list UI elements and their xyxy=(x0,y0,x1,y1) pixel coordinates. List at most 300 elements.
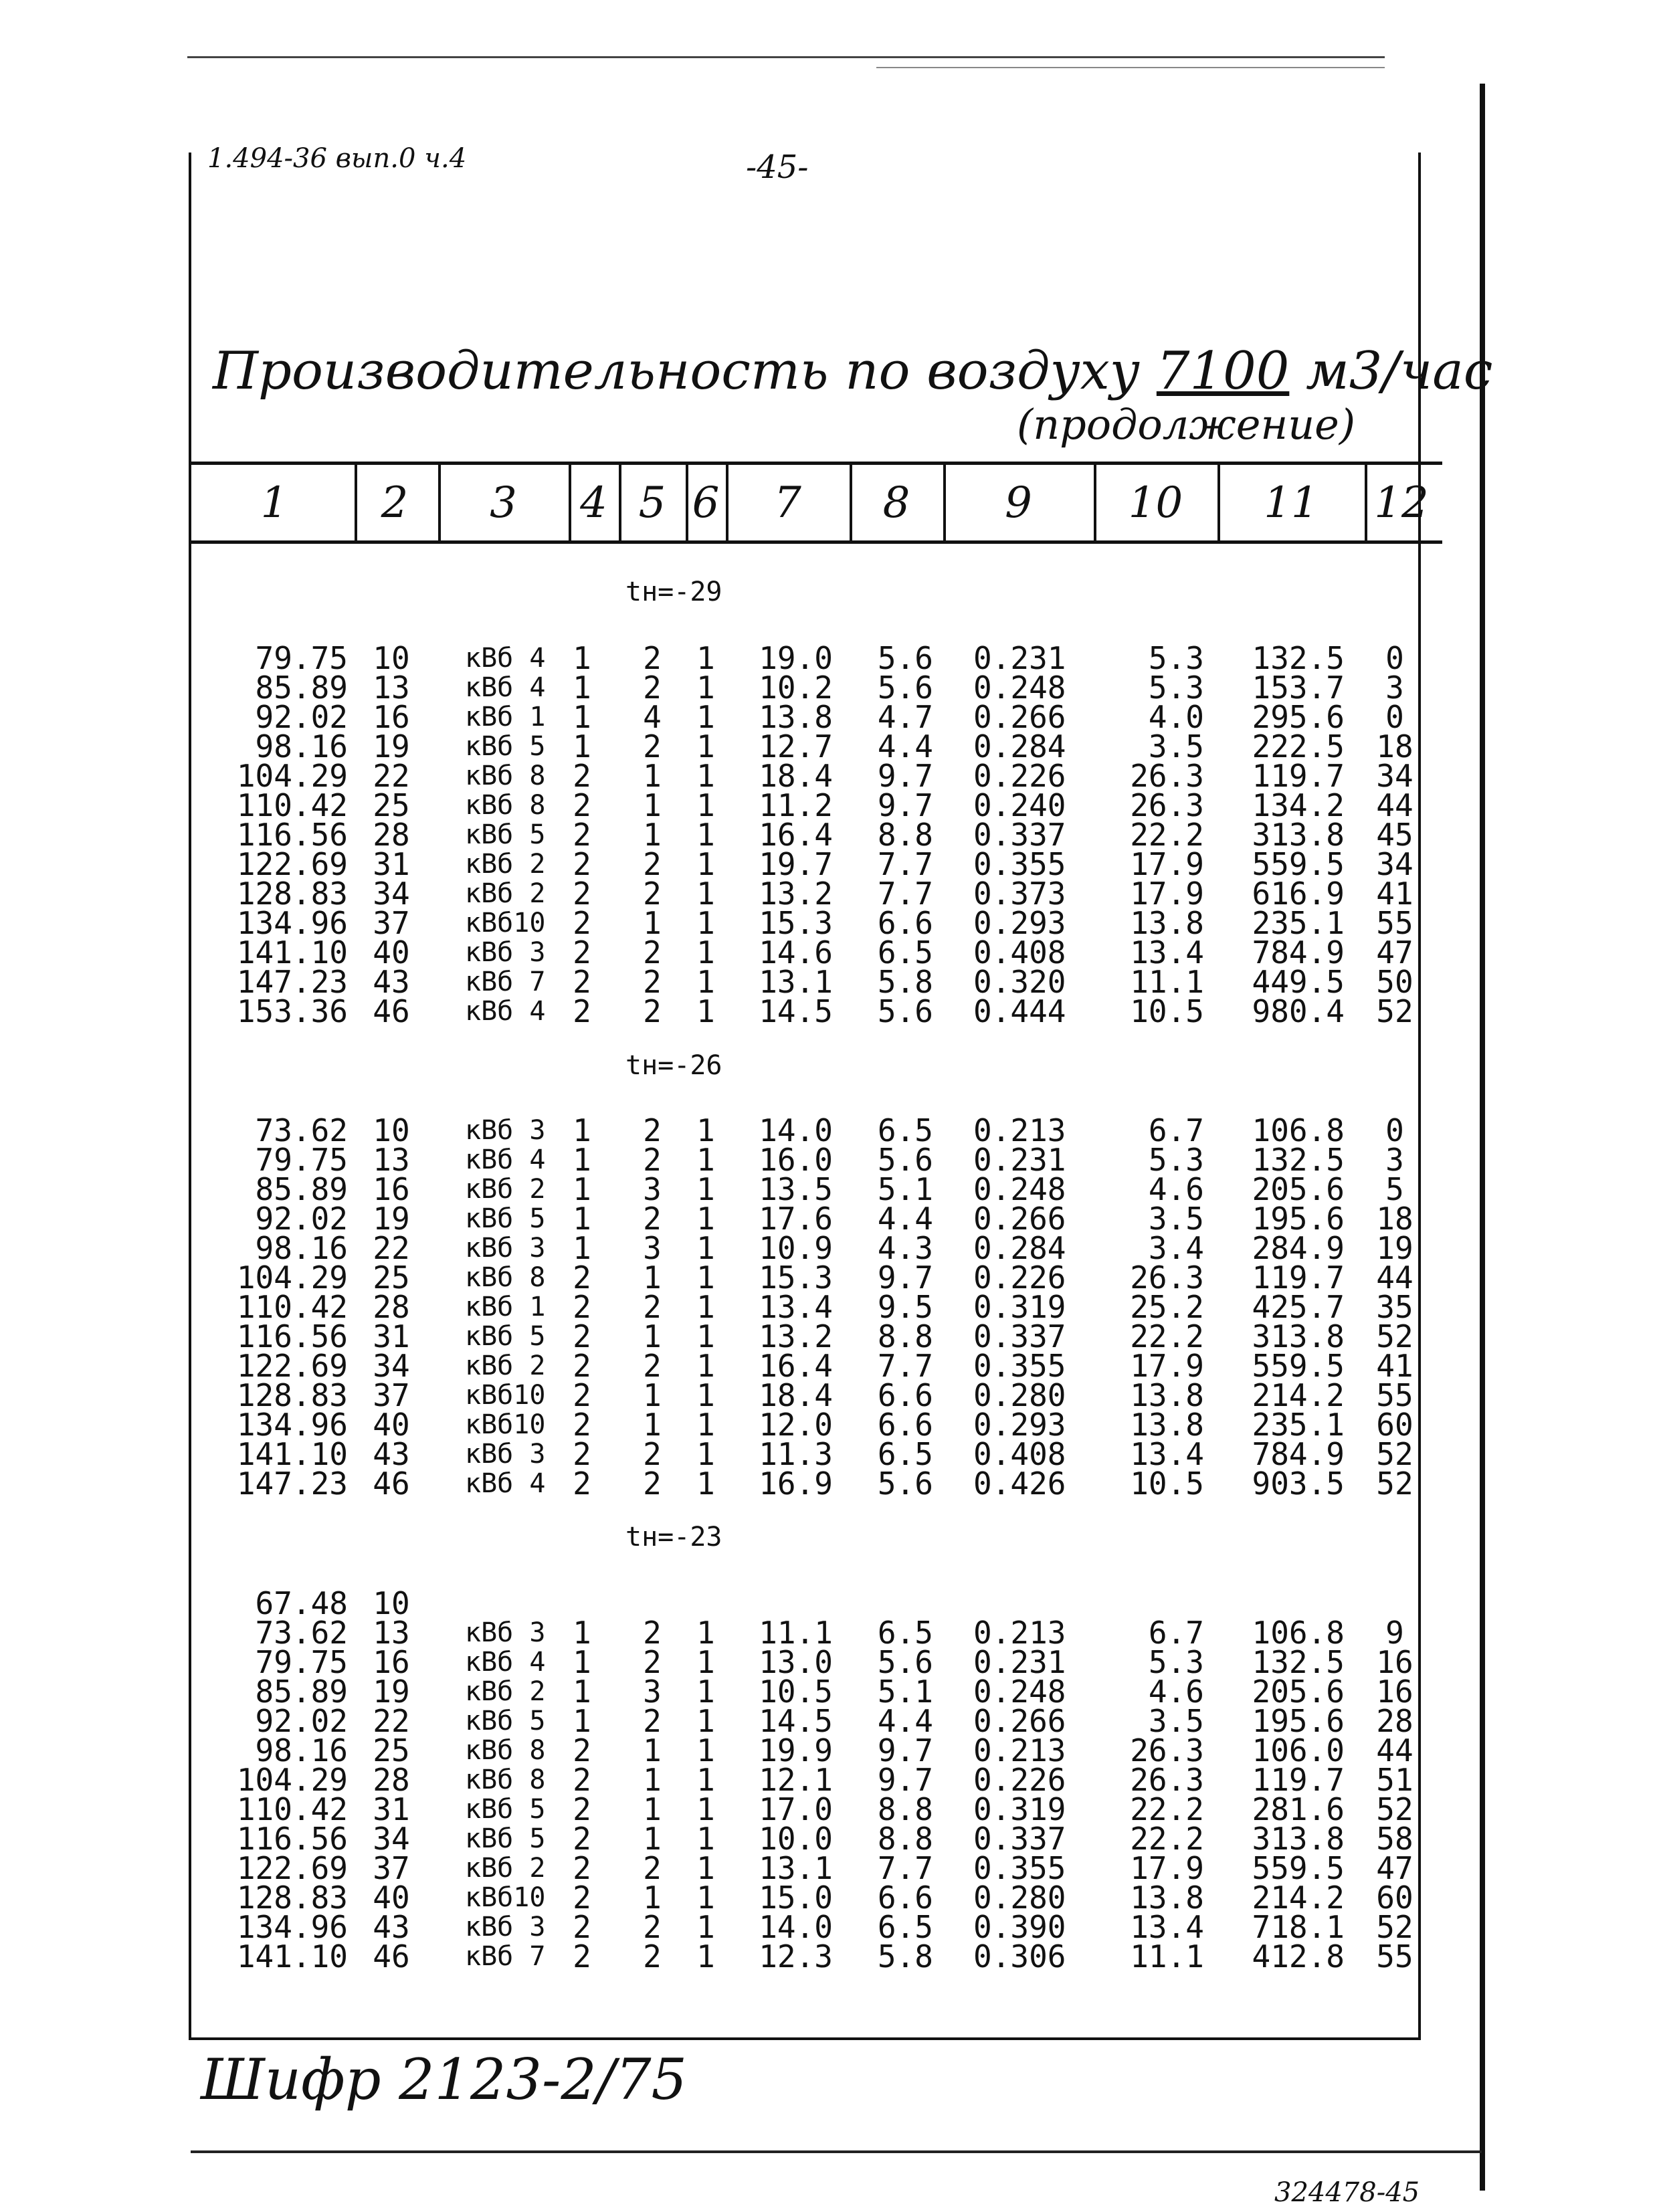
table-cell-col-6: 1 xyxy=(696,1171,715,1207)
table-cell-col-8: 5.6 xyxy=(877,1142,933,1178)
table-cell-col-11: 235.1 xyxy=(1252,1407,1345,1443)
table-cell-col-5: 2 xyxy=(643,1850,662,1886)
table-cell-col-6: 1 xyxy=(696,964,715,1000)
table-cell-col-8: 4.4 xyxy=(877,1201,933,1237)
table-cell-col-9: 0.240 xyxy=(973,787,1066,823)
table-cell-col-1: 98.16 xyxy=(255,1732,348,1769)
table-cell-col-6: 1 xyxy=(696,1880,715,1916)
table-cell-col-6: 1 xyxy=(696,934,715,971)
table-cell-col-9: 0.355 xyxy=(973,1348,1066,1384)
table-cell-col-1: 134.96 xyxy=(236,1407,348,1443)
table-cell-col-6: 1 xyxy=(696,1318,715,1354)
table-cell-col-8: 5.8 xyxy=(877,964,933,1000)
table-header-rule xyxy=(191,540,1442,544)
table-cell-col-8: 4.3 xyxy=(877,1230,933,1266)
table-cell-col-11: 313.8 xyxy=(1252,1318,1345,1354)
table-cell-col-6: 1 xyxy=(696,1260,715,1296)
table-cell-col-8: 6.6 xyxy=(877,905,933,941)
table-cell-col-9: 0.280 xyxy=(973,1880,1066,1916)
table-cell-col-7: 10.2 xyxy=(759,670,833,706)
table-cell-col-2: 28 xyxy=(373,1289,410,1325)
table-cell-col-9: 0.444 xyxy=(973,993,1066,1029)
table-cell-col-8: 8.8 xyxy=(877,1821,933,1857)
table-cell-col-10: 26.3 xyxy=(1130,758,1204,794)
table-cell-col-9: 0.319 xyxy=(973,1289,1066,1325)
table-cell-col-2: 10 xyxy=(373,1112,410,1148)
table-cell-col-7: 12.3 xyxy=(759,1938,833,1975)
table-cell-col-7: 15.3 xyxy=(759,1260,833,1296)
header-column-divider xyxy=(569,465,571,542)
table-cell-col-3: кВб 5 xyxy=(465,1794,546,1825)
table-cell-col-8: 5.6 xyxy=(877,670,933,706)
table-cell-col-3: кВб 5 xyxy=(465,819,546,850)
table-cell-col-12: 47 xyxy=(1376,1850,1413,1886)
table-cell-col-12: 52 xyxy=(1376,1436,1413,1472)
table-cell-col-4: 2 xyxy=(573,787,591,823)
table-cell-col-6: 1 xyxy=(696,1703,715,1739)
table-cell-col-10: 17.9 xyxy=(1130,1348,1204,1384)
table-cell-col-5: 1 xyxy=(643,1732,662,1769)
table-cell-col-5: 1 xyxy=(643,1260,662,1296)
table-cell-col-4: 2 xyxy=(573,1880,591,1916)
table-cell-col-12: 47 xyxy=(1376,934,1413,971)
table-cell-col-9: 0.355 xyxy=(973,1850,1066,1886)
table-cell-col-10: 3.5 xyxy=(1148,1201,1204,1237)
table-cell-col-2: 34 xyxy=(373,876,410,912)
table-cell-col-8: 9.7 xyxy=(877,1732,933,1769)
table-cell-col-6: 1 xyxy=(696,846,715,882)
table-cell-col-12: 16 xyxy=(1376,1674,1413,1710)
table-cell-col-7: 19.0 xyxy=(759,640,833,676)
table-cell-col-6: 1 xyxy=(696,1407,715,1443)
table-cell-col-3: кВб10 xyxy=(465,908,546,938)
table-cell-col-8: 8.8 xyxy=(877,1318,933,1354)
table-cell-col-1: 122.69 xyxy=(236,1850,348,1886)
column-header-2: 2 xyxy=(381,478,409,528)
table-cell-col-2: 31 xyxy=(373,1318,410,1354)
table-cell-col-11: 559.5 xyxy=(1252,846,1345,882)
table-cell-col-8: 8.8 xyxy=(877,817,933,853)
table-cell-col-1: 79.75 xyxy=(255,640,348,676)
table-cell-col-4: 1 xyxy=(573,1201,591,1237)
table-cell-col-12: 0 xyxy=(1385,1112,1404,1148)
table-cell-col-9: 0.319 xyxy=(973,1791,1066,1827)
table-cell-col-10: 13.4 xyxy=(1130,1436,1204,1472)
table-cell-col-10: 6.7 xyxy=(1148,1112,1204,1148)
table-cell-col-8: 6.6 xyxy=(877,1377,933,1413)
table-cell-col-3: кВб 5 xyxy=(465,1706,546,1736)
table-cell-col-4: 1 xyxy=(573,1171,591,1207)
header-column-divider xyxy=(726,465,728,542)
table-cell-col-5: 1 xyxy=(643,1791,662,1827)
table-cell-col-3: кВб 8 xyxy=(465,1765,546,1795)
table-cell-col-1: 141.10 xyxy=(236,1938,348,1975)
header-column-divider xyxy=(943,465,946,542)
table-cell-col-12: 44 xyxy=(1376,787,1413,823)
table-cell-col-2: 46 xyxy=(373,1466,410,1502)
table-cell-col-6: 1 xyxy=(696,905,715,941)
table-cell-col-4: 2 xyxy=(573,1821,591,1857)
table-cell-col-2: 46 xyxy=(373,993,410,1029)
page-title xyxy=(213,341,1492,401)
table-cell-col-5: 2 xyxy=(643,728,662,765)
table-cell-col-5: 1 xyxy=(643,787,662,823)
column-header-6: 6 xyxy=(692,478,720,528)
table-cell-col-10: 13.4 xyxy=(1130,934,1204,971)
table-cell-col-3: кВб 2 xyxy=(465,849,546,880)
table-cell-col-7: 12.0 xyxy=(759,1407,833,1443)
table-cell-col-5: 3 xyxy=(643,1171,662,1207)
table-cell-col-7: 15.0 xyxy=(759,1880,833,1916)
table-cell-col-3: кВб 3 xyxy=(465,1912,546,1942)
table-cell-col-1: 134.96 xyxy=(236,1909,348,1945)
table-cell-col-6: 1 xyxy=(696,1762,715,1798)
table-cell-col-11: 784.9 xyxy=(1252,934,1345,971)
table-cell-col-12: 16 xyxy=(1376,1644,1413,1680)
table-cell-col-7: 16.0 xyxy=(759,1142,833,1178)
table-cell-col-11: 281.6 xyxy=(1252,1791,1345,1827)
table-cell-col-6: 1 xyxy=(696,1289,715,1325)
table-cell-col-1: 79.75 xyxy=(255,1142,348,1178)
table-cell-col-2: 40 xyxy=(373,1407,410,1443)
column-header-8: 8 xyxy=(882,478,910,528)
table-cell-col-1: 110.42 xyxy=(236,1289,348,1325)
table-cell-col-2: 37 xyxy=(373,1850,410,1886)
table-cell-col-1: 92.02 xyxy=(255,1703,348,1739)
table-cell-col-4: 2 xyxy=(573,1436,591,1472)
table-cell-col-4: 2 xyxy=(573,1318,591,1354)
table-cell-col-6: 1 xyxy=(696,1850,715,1886)
table-cell-col-11: 205.6 xyxy=(1252,1674,1345,1710)
table-cell-col-12: 55 xyxy=(1376,905,1413,941)
table-cell-col-12: 28 xyxy=(1376,1703,1413,1739)
table-cell-col-6: 1 xyxy=(696,1436,715,1472)
table-cell-col-3: кВб 3 xyxy=(465,937,546,968)
table-cell-col-12: 34 xyxy=(1376,846,1413,882)
table-cell-col-4: 2 xyxy=(573,964,591,1000)
header-column-divider xyxy=(1094,465,1096,542)
table-cell-col-8: 9.7 xyxy=(877,1762,933,1798)
table-cell-col-12: 18 xyxy=(1376,1201,1413,1237)
table-cell-col-4: 2 xyxy=(573,1791,591,1827)
table-cell-col-9: 0.284 xyxy=(973,728,1066,765)
table-cell-col-9: 0.231 xyxy=(973,640,1066,676)
page-number: -45- xyxy=(746,148,809,186)
table-cell-col-12: 55 xyxy=(1376,1938,1413,1975)
table-cell-col-6: 1 xyxy=(696,1821,715,1857)
table-cell-col-1: 85.89 xyxy=(255,670,348,706)
table-cell-col-4: 1 xyxy=(573,1703,591,1739)
table-cell-col-5: 2 xyxy=(643,670,662,706)
table-cell-col-2: 37 xyxy=(373,1377,410,1413)
table-cell-col-1: 147.23 xyxy=(236,1466,348,1502)
table-cell-col-4: 2 xyxy=(573,1260,591,1296)
table-cell-col-7: 19.7 xyxy=(759,846,833,882)
table-cell-col-11: 284.9 xyxy=(1252,1230,1345,1266)
table-cell-col-3: кВб 1 xyxy=(465,702,546,732)
table-cell-col-12: 19 xyxy=(1376,1230,1413,1266)
table-cell-col-5: 2 xyxy=(643,1289,662,1325)
table-cell-col-4: 2 xyxy=(573,1289,591,1325)
table-cell-col-2: 22 xyxy=(373,758,410,794)
table-cell-col-1: 141.10 xyxy=(236,1436,348,1472)
table-cell-col-10: 26.3 xyxy=(1130,1732,1204,1769)
table-cell-col-5: 2 xyxy=(643,964,662,1000)
table-cell-col-5: 2 xyxy=(643,1703,662,1739)
table-cell-col-6: 1 xyxy=(696,758,715,794)
table-cell-col-2: 25 xyxy=(373,1732,410,1769)
table-cell-col-9: 0.226 xyxy=(973,1762,1066,1798)
table-cell-col-12: 50 xyxy=(1376,964,1413,1000)
table-cell-col-5: 1 xyxy=(643,1318,662,1354)
header-column-divider xyxy=(438,465,441,542)
header-column-divider xyxy=(1365,465,1367,542)
table-cell-col-9: 0.320 xyxy=(973,964,1066,1000)
table-cell-col-1: 122.69 xyxy=(236,1348,348,1384)
table-cell-col-12: 0 xyxy=(1385,699,1404,735)
table-cell-col-9: 0.390 xyxy=(973,1909,1066,1945)
table-cell-col-7: 14.5 xyxy=(759,1703,833,1739)
table-cell-col-5: 2 xyxy=(643,1644,662,1680)
table-cell-col-4: 2 xyxy=(573,993,591,1029)
table-cell-col-10: 4.6 xyxy=(1148,1674,1204,1710)
table-cell-col-4: 2 xyxy=(573,1377,591,1413)
table-cell-col-8: 5.6 xyxy=(877,1466,933,1502)
table-cell-col-3: кВб 7 xyxy=(465,967,546,997)
table-cell-col-3: кВб10 xyxy=(465,1409,546,1440)
table-cell-col-7: 13.4 xyxy=(759,1289,833,1325)
table-cell-col-5: 1 xyxy=(643,1407,662,1443)
table-cell-col-5: 2 xyxy=(643,640,662,676)
table-cell-col-10: 5.3 xyxy=(1148,1142,1204,1178)
table-cell-col-11: 784.9 xyxy=(1252,1436,1345,1472)
table-cell-col-5: 2 xyxy=(643,934,662,971)
table-cell-col-10: 13.4 xyxy=(1130,1909,1204,1945)
table-cell-col-5: 2 xyxy=(643,1909,662,1945)
table-cell-col-4: 1 xyxy=(573,699,591,735)
table-cell-col-2: 10 xyxy=(373,640,410,676)
table-cell-col-7: 16.4 xyxy=(759,1348,833,1384)
table-cell-col-4: 1 xyxy=(573,728,591,765)
table-cell-col-4: 1 xyxy=(573,1230,591,1266)
table-cell-col-12: 52 xyxy=(1376,1466,1413,1502)
table-cell-col-2: 31 xyxy=(373,1791,410,1827)
table-cell-col-2: 22 xyxy=(373,1230,410,1266)
table-cell-col-1: 85.89 xyxy=(255,1171,348,1207)
table-cell-col-6: 1 xyxy=(696,728,715,765)
table-cell-col-5: 2 xyxy=(643,993,662,1029)
column-header-5: 5 xyxy=(638,478,666,528)
table-cell-col-10: 22.2 xyxy=(1130,1791,1204,1827)
table-cell-col-2: 43 xyxy=(373,1909,410,1945)
table-cell-col-4: 1 xyxy=(573,640,591,676)
table-cell-col-1: 92.02 xyxy=(255,1201,348,1237)
table-cell-col-1: 85.89 xyxy=(255,1674,348,1710)
continuation-label: (продолжение) xyxy=(1017,400,1356,449)
table-cell-col-12: 0 xyxy=(1385,640,1404,676)
table-cell-col-6: 1 xyxy=(696,1112,715,1148)
section-label: tн=-23 xyxy=(625,1522,722,1552)
table-cell-col-11: 153.7 xyxy=(1252,670,1345,706)
table-cell-col-4: 1 xyxy=(573,1112,591,1148)
table-cell-col-8: 6.5 xyxy=(877,1436,933,1472)
table-cell-col-5: 2 xyxy=(643,1348,662,1384)
table-top-rule xyxy=(191,462,1442,465)
table-cell-col-4: 2 xyxy=(573,905,591,941)
table-cell-col-9: 0.248 xyxy=(973,670,1066,706)
table-cell-col-7: 14.6 xyxy=(759,934,833,971)
table-cell-col-12: 60 xyxy=(1376,1880,1413,1916)
table-cell-col-7: 13.5 xyxy=(759,1171,833,1207)
table-cell-col-5: 1 xyxy=(643,1377,662,1413)
table-cell-col-1: 128.83 xyxy=(236,1880,348,1916)
table-cell-col-8: 6.5 xyxy=(877,1615,933,1651)
table-cell-col-6: 1 xyxy=(696,876,715,912)
table-cell-col-3: кВб 3 xyxy=(465,1439,546,1470)
table-cell-col-12: 55 xyxy=(1376,1377,1413,1413)
table-cell-col-3: кВб 4 xyxy=(465,996,546,1027)
table-cell-col-2: 46 xyxy=(373,1938,410,1975)
table-cell-col-12: 45 xyxy=(1376,817,1413,853)
table-cell-col-1: 153.36 xyxy=(236,993,348,1029)
table-cell-col-6: 1 xyxy=(696,1938,715,1975)
table-cell-col-3: кВб 3 xyxy=(465,1617,546,1648)
table-cell-col-3: кВб 4 xyxy=(465,1144,546,1175)
table-cell-col-12: 9 xyxy=(1385,1615,1404,1651)
table-cell-col-6: 1 xyxy=(696,1142,715,1178)
table-cell-col-10: 22.2 xyxy=(1130,1821,1204,1857)
table-cell-col-11: 313.8 xyxy=(1252,1821,1345,1857)
table-cell-col-9: 0.426 xyxy=(973,1466,1066,1502)
table-cell-col-7: 17.6 xyxy=(759,1201,833,1237)
table-cell-col-10: 4.0 xyxy=(1148,699,1204,735)
table-cell-col-1: 104.29 xyxy=(236,758,348,794)
table-cell-col-10: 11.1 xyxy=(1130,964,1204,1000)
table-cell-col-2: 25 xyxy=(373,787,410,823)
table-cell-col-1: 134.96 xyxy=(236,905,348,941)
table-cell-col-9: 0.306 xyxy=(973,1938,1066,1975)
table-cell-col-8: 9.7 xyxy=(877,787,933,823)
table-cell-col-10: 25.2 xyxy=(1130,1289,1204,1325)
table-cell-col-2: 40 xyxy=(373,934,410,971)
table-cell-col-10: 26.3 xyxy=(1130,1260,1204,1296)
table-cell-col-7: 13.2 xyxy=(759,1318,833,1354)
table-cell-col-10: 3.4 xyxy=(1148,1230,1204,1266)
table-cell-col-1: 110.42 xyxy=(236,1791,348,1827)
table-cell-col-7: 18.4 xyxy=(759,1377,833,1413)
table-cell-col-7: 13.2 xyxy=(759,876,833,912)
table-cell-col-2: 19 xyxy=(373,1674,410,1710)
table-cell-col-5: 1 xyxy=(643,758,662,794)
title-prefix: Производительность по воздуху xyxy=(213,341,1141,401)
table-cell-col-7: 16.9 xyxy=(759,1466,833,1502)
table-cell-col-7: 13.1 xyxy=(759,1850,833,1886)
table-cell-col-11: 119.7 xyxy=(1252,1260,1345,1296)
table-cell-col-11: 718.1 xyxy=(1252,1909,1345,1945)
table-cell-col-12: 58 xyxy=(1376,1821,1413,1857)
table-cell-col-4: 2 xyxy=(573,1909,591,1945)
table-cell-col-8: 5.1 xyxy=(877,1171,933,1207)
table-cell-col-1: 98.16 xyxy=(255,728,348,765)
table-cell-col-3: кВб10 xyxy=(465,1380,546,1411)
table-cell-col-2: 34 xyxy=(373,1821,410,1857)
table-cell-col-10: 22.2 xyxy=(1130,817,1204,853)
table-cell-col-8: 5.8 xyxy=(877,1938,933,1975)
table-cell-col-3: кВб 7 xyxy=(465,1941,546,1972)
bottom-rule xyxy=(191,2150,1482,2153)
table-cell-col-11: 106.8 xyxy=(1252,1615,1345,1651)
table-cell-col-6: 1 xyxy=(696,640,715,676)
table-cell-col-11: 132.5 xyxy=(1252,640,1345,676)
table-cell-col-10: 5.3 xyxy=(1148,1644,1204,1680)
table-cell-col-7: 13.1 xyxy=(759,964,833,1000)
table-cell-col-7: 18.4 xyxy=(759,758,833,794)
table-cell-col-11: 449.5 xyxy=(1252,964,1345,1000)
table-cell-col-9: 0.231 xyxy=(973,1142,1066,1178)
table-cell-col-10: 13.8 xyxy=(1130,1407,1204,1443)
table-cell-col-6: 1 xyxy=(696,1674,715,1710)
table-cell-col-5: 2 xyxy=(643,1615,662,1651)
table-cell-col-2: 25 xyxy=(373,1260,410,1296)
table-cell-col-11: 205.6 xyxy=(1252,1171,1345,1207)
column-header-1: 1 xyxy=(260,478,288,528)
table-cell-col-7: 13.0 xyxy=(759,1644,833,1680)
header-column-divider xyxy=(619,465,621,542)
table-cell-col-12: 41 xyxy=(1376,1348,1413,1384)
section-label: tн=-26 xyxy=(625,1050,722,1081)
table-cell-col-11: 106.8 xyxy=(1252,1112,1345,1148)
table-cell-col-9: 0.226 xyxy=(973,1260,1066,1296)
table-cell-col-12: 44 xyxy=(1376,1260,1413,1296)
section-label: tн=-29 xyxy=(625,577,722,607)
table-cell-col-12: 52 xyxy=(1376,993,1413,1029)
table-cell-col-12: 5 xyxy=(1385,1171,1404,1207)
table-cell-col-7: 14.0 xyxy=(759,1112,833,1148)
table-cell-col-7: 15.3 xyxy=(759,905,833,941)
table-cell-col-6: 1 xyxy=(696,1230,715,1266)
table-cell-col-4: 2 xyxy=(573,817,591,853)
table-cell-col-4: 2 xyxy=(573,758,591,794)
table-cell-col-9: 0.266 xyxy=(973,1201,1066,1237)
table-cell-col-8: 9.5 xyxy=(877,1289,933,1325)
table-cell-col-8: 4.7 xyxy=(877,699,933,735)
table-cell-col-12: 52 xyxy=(1376,1791,1413,1827)
table-cell-col-12: 34 xyxy=(1376,758,1413,794)
table-cell-col-2: 13 xyxy=(373,1142,410,1178)
table-cell-col-9: 0.213 xyxy=(973,1615,1066,1651)
header-column-divider xyxy=(355,465,357,542)
table-cell-col-8: 4.4 xyxy=(877,728,933,765)
table-cell-col-10: 26.3 xyxy=(1130,1762,1204,1798)
header-column-divider xyxy=(1217,465,1220,542)
table-cell-col-1: 141.10 xyxy=(236,934,348,971)
table-cell-col-3: кВб 8 xyxy=(465,790,546,821)
table-cell-col-8: 6.6 xyxy=(877,1880,933,1916)
table-cell-col-11: 559.5 xyxy=(1252,1850,1345,1886)
table-cell-col-10: 5.3 xyxy=(1148,640,1204,676)
column-header-10: 10 xyxy=(1128,478,1183,528)
table-cell-col-4: 1 xyxy=(573,1142,591,1178)
column-header-12: 12 xyxy=(1374,478,1429,528)
table-cell-col-1: 147.23 xyxy=(236,964,348,1000)
table-cell-col-2: 43 xyxy=(373,1436,410,1472)
table-cell-col-3: кВб 2 xyxy=(465,1174,546,1205)
header-column-divider xyxy=(686,465,688,542)
table-cell-col-2: 16 xyxy=(373,1171,410,1207)
table-cell-col-6: 1 xyxy=(696,1201,715,1237)
table-cell-col-2: 37 xyxy=(373,905,410,941)
table-cell-col-9: 0.248 xyxy=(973,1674,1066,1710)
